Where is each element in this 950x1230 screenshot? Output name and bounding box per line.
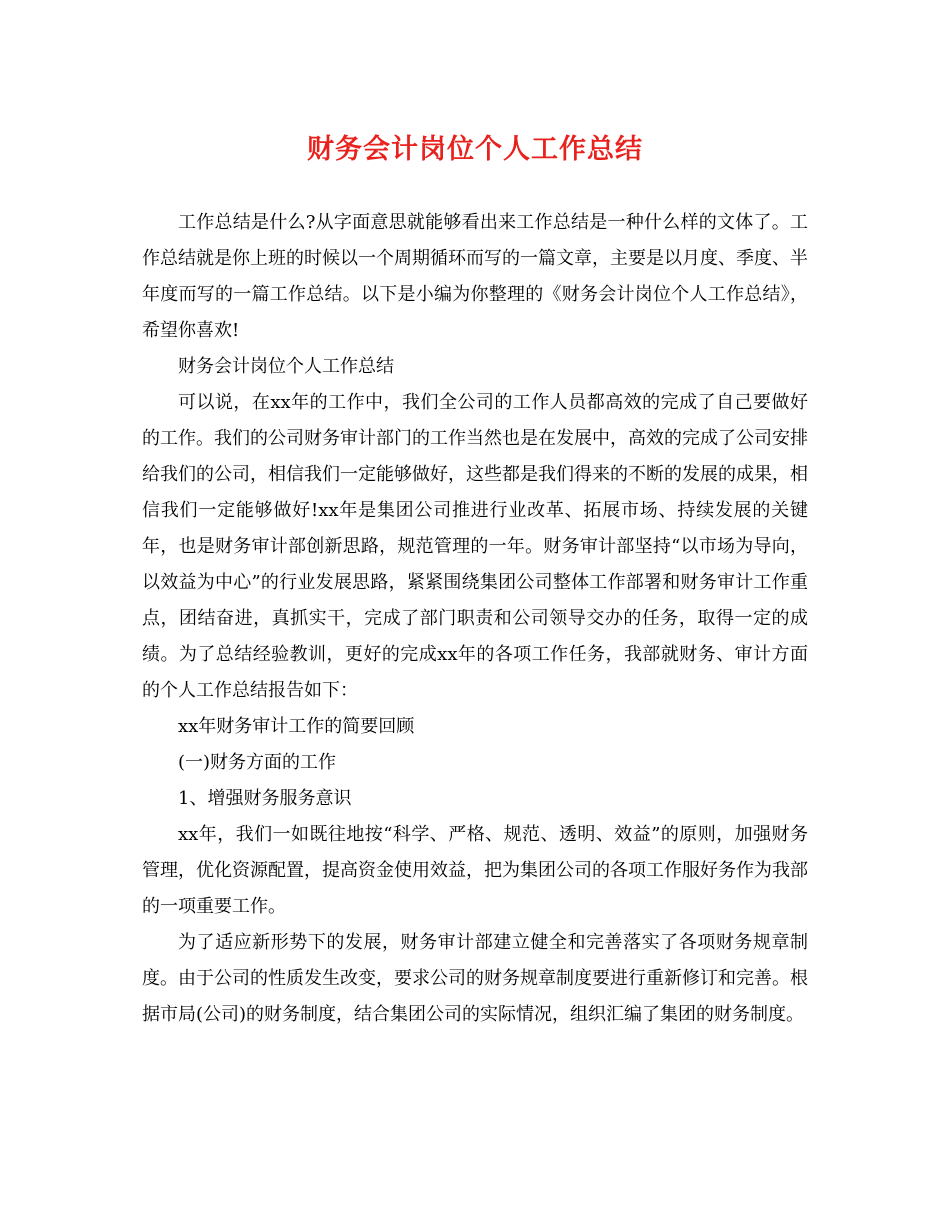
paragraph-subtitle: 财务会计岗位个人工作总结	[178, 356, 394, 377]
paragraph-overview: 可以说，在xx年的工作中，我们全公司的工作人员都高效的完成了自己要做好的工作。我们的公司财务审计部门的工作当然也是在发展中，高效的完成了公司安排给我们的公司，相信我们一定能够做好，这些都是我们得来的不断的发展的成果，相信我们一定能够做好!xx年是集团公司推进行业改革、拓展市场、持续发展的关键年，也是财务审计部创新思路，规范管理的一年。财务审计部坚持“以市场为导向，以效益为中心”的行业发展思路，紧紧围绕集团公司整体工作部署和财务审计工作重点，团结奋进，真抓实干，完成了部门职责和公司领导交办的任务，取得一定的成绩。为了总结经验教训，更好的完成xx年的各项工作任务，我部就财务、审计方面的个人工作总结报告如下：	[142, 392, 808, 701]
section-heading-review: xx年财务审计工作的简要回顾	[178, 716, 415, 737]
paragraph-service: xx年，我们一如既往地按“科学、严格、规范、透明、效益”的原则，加强财务管理，优化资源配置，提高资金使用效益，把为集团公司的各项工作服好务作为我部的一项重要工作。	[142, 824, 808, 917]
document-body	[142, 205, 808, 1033]
section-heading-service: 1、增强财务服务意识	[178, 788, 352, 809]
paragraph-regulations: 为了适应新形势下的发展，财务审计部建立健全和完善落实了各项财务规章制度。由于公司的性质发生改变，要求公司的财务规章制度要进行重新修订和完善。根据市局(公司)的财务制度，结合集团公司的实际情况，组织汇编了集团的财务制度。	[142, 932, 808, 1025]
section-heading-finance: (一)财务方面的工作	[178, 752, 337, 773]
document-title: 财务会计岗位个人工作总结	[307, 134, 643, 165]
paragraph-intro: 工作总结是什么?从字面意思就能够看出来工作总结是一种什么样的文体了。工作总结就是你上班的时候以一个周期循环而写的一篇文章，主要是以月度、季度、半年度而写的一篇工作总结。以下是小编为你整理的《财务会计岗位个人工作总结》，希望你喜欢!	[142, 212, 808, 341]
